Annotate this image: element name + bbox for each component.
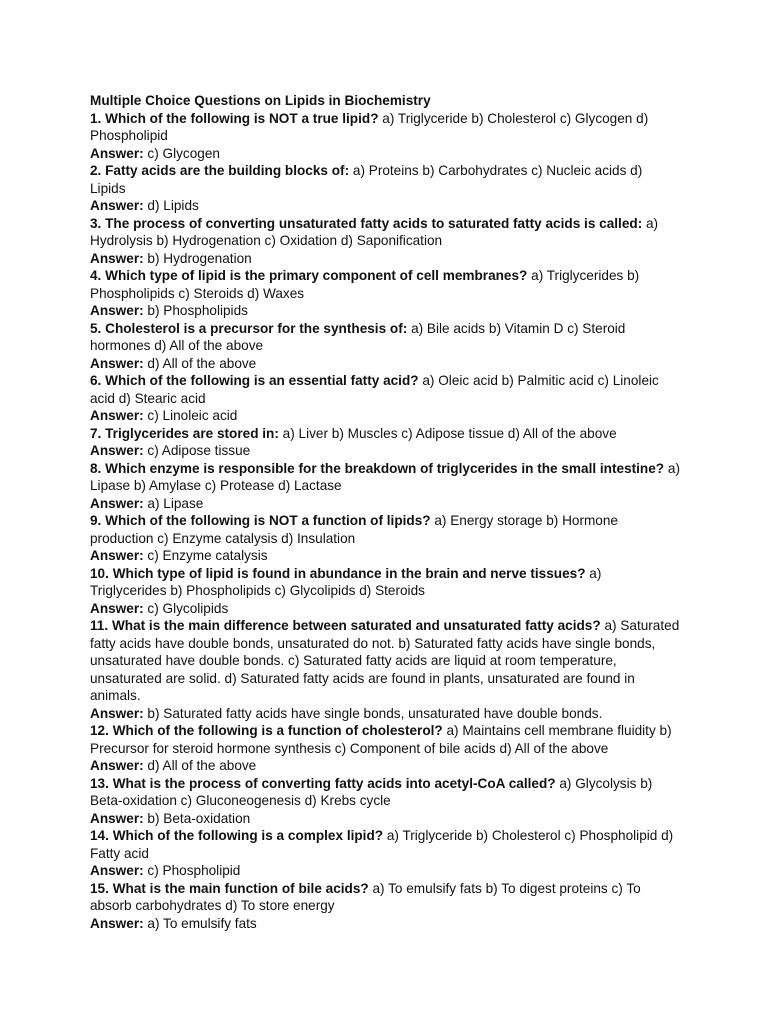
question-stem: Which enzyme is responsible for the breakdown of triglycerides in the small intestine? xyxy=(105,460,665,476)
question-list xyxy=(90,110,680,933)
answer-label: Answer: xyxy=(90,758,144,773)
answer-line xyxy=(90,810,680,828)
answer-text: c) Linoleic acid xyxy=(147,408,238,423)
question-text xyxy=(90,775,680,810)
question-item xyxy=(90,162,680,215)
answer-line xyxy=(90,145,680,163)
answer-text: a) Lipase xyxy=(147,495,204,511)
question-number: 1. xyxy=(90,110,102,126)
answer-text: d) Lipids xyxy=(147,198,199,213)
question-stem: Which of the following is NOT a true lipid? xyxy=(105,110,379,126)
question-options: a) Triglycerides b) Phospholipids c) Glycolipids d) Steroids xyxy=(90,565,602,598)
answer-label: Answer: xyxy=(90,810,144,826)
answer-line xyxy=(90,862,680,880)
answer-text: c) Glycogen xyxy=(147,145,220,161)
question-number: 6. xyxy=(90,373,102,388)
answer-label: Answer: xyxy=(90,198,144,213)
question-options: a) Hydrolysis b) Hydrogenation c) Oxidation d) Saponification xyxy=(90,215,659,248)
answer-label: Answer: xyxy=(90,915,144,931)
question-stem: Which of the following is NOT a function of lipids? xyxy=(105,513,431,528)
question-stem: The process of converting unsaturated fatty acids to saturated fatty acids is called: xyxy=(105,215,643,231)
question-text xyxy=(90,110,680,145)
question-text xyxy=(90,425,680,443)
answer-text: b) Saturated fatty acids have single bonds, unsaturated have double bonds. xyxy=(147,705,603,721)
answer-line xyxy=(90,407,680,425)
answer-label: Answer: xyxy=(90,250,144,266)
answer-label: Answer: xyxy=(90,408,144,423)
question-number: 7. xyxy=(90,425,102,441)
question-item xyxy=(90,320,680,373)
question-stem: What is the process of converting fatty acids into acetyl-CoA called? xyxy=(112,775,556,791)
question-number: 12. xyxy=(90,723,109,738)
question-item xyxy=(90,372,680,425)
answer-line xyxy=(90,302,680,320)
answer-line xyxy=(90,915,680,933)
answer-label: Answer: xyxy=(90,548,144,563)
question-item xyxy=(90,565,680,618)
question-stem: What is the main function of bile acids? xyxy=(112,880,369,896)
answer-text: b) Beta-oxidation xyxy=(147,810,251,826)
question-text xyxy=(90,722,680,757)
question-number: 8. xyxy=(90,460,102,476)
question-text xyxy=(90,827,680,862)
answer-text: b) Phospholipids xyxy=(147,303,248,318)
question-item xyxy=(90,460,680,513)
answer-label: Answer: xyxy=(90,145,144,161)
answer-line xyxy=(90,600,680,618)
question-options: a) Energy storage b) Hormone production c) Enzyme catalysis d) Insulation xyxy=(90,513,618,546)
answer-label: Answer: xyxy=(90,863,144,878)
answer-text: c) Phospholipid xyxy=(147,863,241,878)
question-stem: Cholesterol is a precursor for the synthesis of: xyxy=(105,320,408,336)
answer-line xyxy=(90,547,680,565)
question-options: a) Liver b) Muscles c) Adipose tissue d) All of the above xyxy=(282,425,617,441)
answer-text: c) Adipose tissue xyxy=(147,443,251,458)
question-options: a) Lipase b) Amylase c) Protease d) Lactase xyxy=(90,460,680,493)
question-text xyxy=(90,880,680,915)
answer-text: d) All of the above xyxy=(147,355,257,371)
answer-line xyxy=(90,355,680,373)
question-text xyxy=(90,565,680,600)
answer-line xyxy=(90,705,680,723)
question-text xyxy=(90,215,680,250)
question-stem: Which type of lipid is found in abundance in the brain and nerve tissues? xyxy=(112,565,586,581)
question-item xyxy=(90,880,680,933)
question-stem: What is the main difference between saturated and unsaturated fatty acids? xyxy=(111,618,601,633)
question-number: 13. xyxy=(90,775,109,791)
question-text xyxy=(90,320,680,355)
question-options: a) Triglyceride b) Cholesterol c) Phospholipid d) Fatty acid xyxy=(90,828,674,861)
answer-text: d) All of the above xyxy=(147,758,257,773)
answer-text: b) Hydrogenation xyxy=(147,250,252,266)
answer-text: c) Glycolipids xyxy=(147,600,229,616)
question-stem: Fatty acids are the building blocks of: xyxy=(105,163,350,178)
question-item xyxy=(90,215,680,268)
question-number: 9. xyxy=(90,513,102,528)
question-stem: Which of the following is a function of cholesterol? xyxy=(112,723,443,738)
question-text xyxy=(90,512,680,547)
question-number: 3. xyxy=(90,215,102,231)
question-item xyxy=(90,110,680,163)
question-number: 14. xyxy=(90,828,109,843)
answer-text: c) Enzyme catalysis xyxy=(147,548,268,563)
question-item xyxy=(90,617,680,722)
question-options: a) Bile acids b) Vitamin D c) Steroid hormones d) All of the above xyxy=(90,320,626,353)
question-text xyxy=(90,460,680,495)
question-number: 5. xyxy=(90,320,102,336)
document-page xyxy=(90,92,680,932)
question-options: a) To emulsify fats b) To digest proteins c) To absorb carbohydrates d) To store energy xyxy=(90,880,641,913)
question-number: 10. xyxy=(90,565,109,581)
question-text xyxy=(90,267,680,302)
question-number: 15. xyxy=(90,880,109,896)
question-stem: Which type of lipid is the primary component of cell membranes? xyxy=(105,268,528,283)
question-stem: Triglycerides are stored in: xyxy=(105,425,279,441)
answer-label: Answer: xyxy=(90,705,144,721)
answer-label: Answer: xyxy=(90,303,144,318)
answer-line xyxy=(90,442,680,460)
question-text xyxy=(90,617,680,705)
answer-line xyxy=(90,250,680,268)
question-stem: Which of the following is an essential fatty acid? xyxy=(105,373,419,388)
question-item xyxy=(90,512,680,565)
answer-text: a) To emulsify fats xyxy=(147,915,257,931)
answer-label: Answer: xyxy=(90,355,144,371)
answer-line xyxy=(90,197,680,215)
question-stem: Which of the following is a complex lipid? xyxy=(112,828,384,843)
question-item xyxy=(90,827,680,880)
answer-line xyxy=(90,495,680,513)
question-options: a) Triglyceride b) Cholesterol c) Glycogen d) Phospholipid xyxy=(90,110,649,143)
question-options: a) Oleic acid b) Palmitic acid c) Linoleic acid d) Stearic acid xyxy=(90,373,659,406)
answer-label: Answer: xyxy=(90,495,144,511)
question-number: 2. xyxy=(90,163,102,178)
question-item xyxy=(90,722,680,775)
question-options: a) Saturated fatty acids have double bonds, unsaturated do not. b) Saturated fatty acids have single bonds, unsaturated have double bonds. c) Saturated fatty acids are liquid at room temperature, unsaturated are solid. d) Saturated fatty acids are found in plants, unsaturated are found in animals. xyxy=(90,618,680,703)
document-title: Multiple Choice Questions on Lipids in Biochemistry xyxy=(90,93,431,108)
answer-label: Answer: xyxy=(90,600,144,616)
question-options: a) Triglycerides b) Phospholipids c) Steroids d) Waxes xyxy=(90,268,640,301)
question-text xyxy=(90,372,680,407)
question-item xyxy=(90,267,680,320)
question-options: a) Glycolysis b) Beta-oxidation c) Gluconeogenesis d) Krebs cycle xyxy=(90,775,653,808)
question-number: 11. xyxy=(90,618,109,633)
answer-line xyxy=(90,757,680,775)
question-number: 4. xyxy=(90,268,102,283)
question-item xyxy=(90,425,680,460)
answer-label: Answer: xyxy=(90,443,144,458)
question-options: a) Maintains cell membrane fluidity b) Precursor for steroid hormone synthesis c) Component of bile acids d) All of the above xyxy=(90,723,672,756)
question-options: a) Proteins b) Carbohydrates c) Nucleic acids d) Lipids xyxy=(90,163,643,196)
question-item xyxy=(90,775,680,828)
question-text xyxy=(90,162,680,197)
